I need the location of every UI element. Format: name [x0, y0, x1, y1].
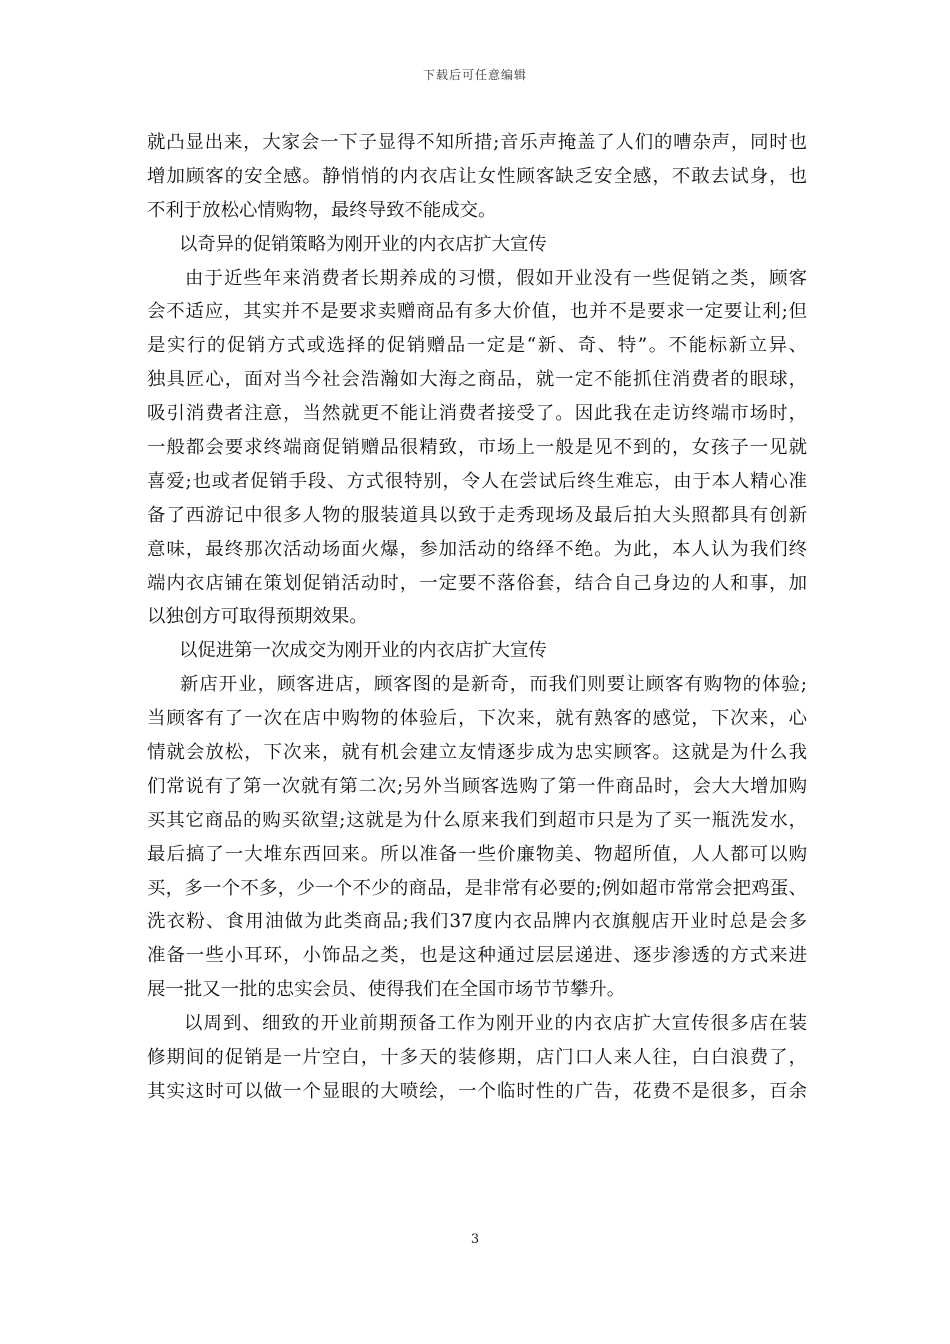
text-line: 们常说有了第一次就有第二次;另外当顾客选购了第一件商品时，会大大增加购 — [147, 775, 807, 797]
text-line: 新店开业，顾客进店，顾客图的是新奇，而我们则要让顾客有购物的体验; — [180, 674, 807, 696]
text-line: 情就会放松，下次来，就有机会建立友情逐步成为忠实顾客。这就是为什么我 — [147, 742, 807, 764]
page-header: 下载后可任意编辑 — [422, 68, 527, 82]
text-line: 其实这时可以做一个显眼的大喷绘，一个临时性的广告，花费不是很多，百余 — [147, 1080, 807, 1102]
text-line: 备了西游记中很多人物的服装道具以致于走秀现场及最后拍大头照都具有创新 — [147, 504, 807, 526]
text-line: 买，多一个不多，少一个不少的商品，是非常有必要的;例如超市常常会把鸡蛋、 — [147, 877, 807, 899]
text-line: 展一批又一批的忠实会员、使得我们在全国市场节节攀升。 — [147, 979, 626, 1001]
text-line: 以独创方可取得预期效果。 — [147, 606, 368, 628]
text-line: 准备一些小耳环，小饰品之类，也是这种通过层层递进、逐步渗透的方式来进 — [147, 945, 807, 967]
text-line: 就凸显出来，大家会一下子显得不知所措;音乐声掩盖了人们的嘈杂声，同时也 — [147, 132, 807, 153]
text-line: 当顾客有了一次在店中购物的体验后，下次来，就有熟客的感觉，下次来，心 — [147, 708, 807, 730]
section-heading: 以促进第一次成交为刚开业的内衣店扩大宣传 — [179, 640, 547, 662]
text-line: 由于近些年来消费者长期养成的习惯，假如开业没有一些促销之类，顾客 — [185, 267, 807, 289]
text-line: 会不适应，其实并不是要求卖赠商品有多大价值，也并不是要求一定要让利;但 — [147, 301, 807, 323]
section-heading: 以奇异的促销策略为刚开业的内衣店扩大宣传 — [179, 233, 547, 255]
text-line: 端内衣店铺在策划促销活动时，一定要不落俗套，结合自己身边的人和事，加 — [147, 572, 807, 594]
text-line: 以周到、细致的开业前期预备工作为刚开业的内衣店扩大宣传很多店在装 — [184, 1013, 807, 1035]
text-line: 独具匠心，面对当今社会浩瀚如大海之商品，就一定不能抓住消费者的眼球， — [147, 369, 807, 391]
page-number: 3 — [470, 1232, 480, 1247]
text-line: 是实行的促销方式或选择的促销赠品一定是“新、奇、特”。不能标新立异、 — [147, 335, 807, 357]
text-line: 喜爱;也或者促销手段、方式很特别，令人在尝试后终生难忘，由于本人精心准 — [147, 470, 807, 492]
text-line: 修期间的促销是一片空白，十多天的装修期，店门口人来人往，白白浪费了， — [147, 1047, 807, 1069]
text-line: 意味，最终那次活动场面火爆，参加活动的络绎不绝。为此，本人认为我们终 — [147, 538, 807, 560]
document-body — [147, 126, 807, 1109]
text-line: 洗衣粉、食用油做为此类商品;我们37度内衣品牌内衣旗舰店开业时总是会多 — [147, 911, 807, 933]
text-line: 买其它商品的购买欲望;这就是为什么原来我们到超市只是为了买一瓶洗发水， — [147, 809, 807, 831]
text-line: 吸引消费者注意，当然就更不能让消费者接受了。因此我在走访终端市场时， — [147, 403, 807, 425]
text-line: 一般都会要求终端商促销赠品很精致，市场上一般是见不到的，女孩子一见就 — [147, 437, 807, 459]
text-line: 不利于放松心情购物，最终导致不能成交。 — [147, 199, 497, 221]
text-line: 最后搞了一大堆东西回来。所以准备一些价廉物美、物超所值，人人都可以购 — [147, 843, 807, 865]
text-line: 增加顾客的安全感。静悄悄的内衣店让女性顾客缺乏安全感，不敢去试身，也 — [147, 165, 807, 187]
